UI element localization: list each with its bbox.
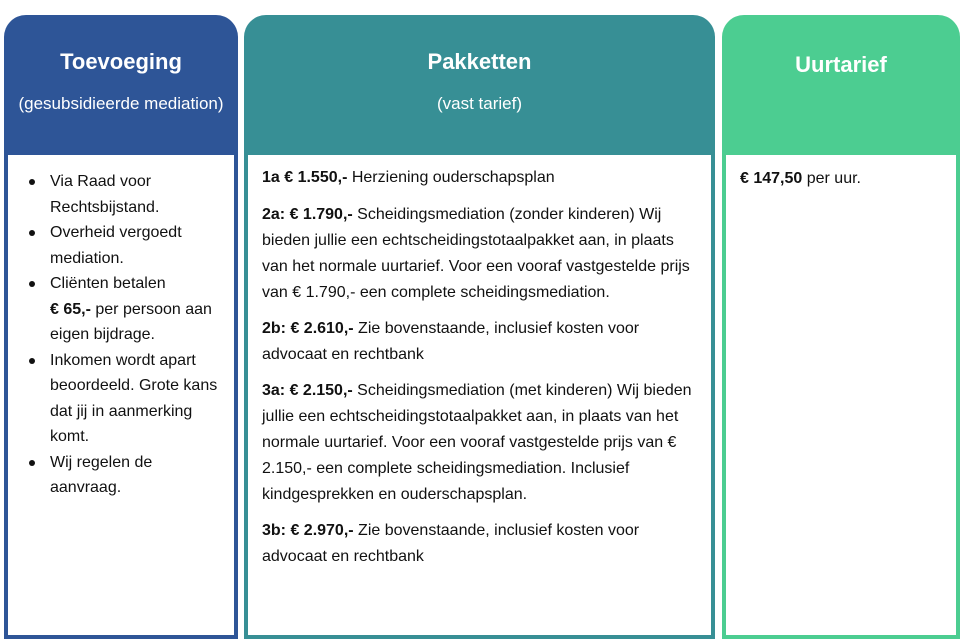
package-description: Herziening ouderschapsplan: [347, 169, 555, 186]
toevoeging-subtitle: (gesubsidieerde mediation): [18, 94, 224, 113]
toevoeging-title: Toevoeging: [60, 49, 182, 74]
toevoeging-column: [4, 15, 238, 496]
list-item: [50, 348, 224, 450]
hourly-rate-amount: € 147,50: [740, 170, 803, 187]
list-item: [50, 271, 224, 348]
package-price: 2b: € 2.610,-: [262, 320, 354, 337]
toevoeging-list: [8, 155, 234, 501]
package-2b: [262, 316, 699, 368]
list-item-text: Inkomen wordt apart beoordeeld. Grote kans dat jij in aanmerking komt.: [50, 351, 218, 445]
hourly-rate-suffix: per uur.: [802, 170, 861, 187]
uurtarief-title: Uurtarief: [795, 52, 887, 77]
pakketten-header: [244, 15, 715, 157]
package-price: 3b: € 2.970,-: [262, 522, 354, 539]
toevoeging-body: [4, 155, 238, 639]
eigen-bijdrage-amount: € 65,-: [50, 300, 91, 318]
package-description: Scheidingsmediation (zonder kinderen) Wij bieden jullie een echtscheidingstotaalpakket aan, in plaats van het normale uurtarief. Voor een vooraf vastgestelde prijs van € 1.790,- een complete scheidingsmediation.: [262, 206, 690, 301]
package-price: 2a: € 1.790,-: [262, 206, 353, 223]
package-3b: [262, 518, 699, 570]
pakketten-subtitle: (vast tarief): [436, 94, 523, 113]
hourly-rate: [726, 155, 956, 192]
pakketten-column: [244, 15, 715, 565]
list-item-text: Via Raad voor Rechtsbijstand.: [50, 173, 160, 216]
toevoeging-header: [4, 15, 238, 157]
package-price: 1a € 1.550,-: [262, 169, 348, 186]
list-item-text: Overheid vergoedt mediation.: [50, 224, 182, 267]
list-item-text: Wij regelen de aanvraag.: [50, 453, 153, 496]
package-description: Zie bovenstaande, inclusief kosten voor advocaat en rechtbank: [262, 522, 640, 565]
uurtarief-header: [722, 15, 960, 157]
list-item: [50, 450, 224, 501]
package-1a: [262, 165, 699, 191]
list-item-text: per persoon aan eigen bijdrage.: [50, 300, 212, 343]
pakketten-title: Pakketten: [427, 49, 532, 74]
package-2a: [262, 202, 699, 306]
uurtarief-column: [722, 15, 960, 187]
package-price: 3a: € 2.150,-: [262, 382, 353, 399]
list-item-text: Cliënten betalen: [50, 275, 166, 292]
pakketten-body: [244, 155, 715, 639]
package-description: Zie bovenstaande, inclusief kosten voor advocaat en rechtbank: [262, 320, 640, 363]
list-item: [50, 220, 224, 271]
uurtarief-body: [722, 155, 960, 639]
package-3a: [262, 378, 699, 508]
list-item: [50, 169, 224, 220]
package-description: Scheidingsmediation (met kinderen) Wij bieden jullie een echtscheidingstotaalpakket aan, in plaats van het normale uurtarief. Voor een vooraf vastgestelde prijs van € 2.150,- een complete scheidingsmediation. Inclusief kindgesprekken en ouderschapsplan.: [262, 382, 692, 503]
